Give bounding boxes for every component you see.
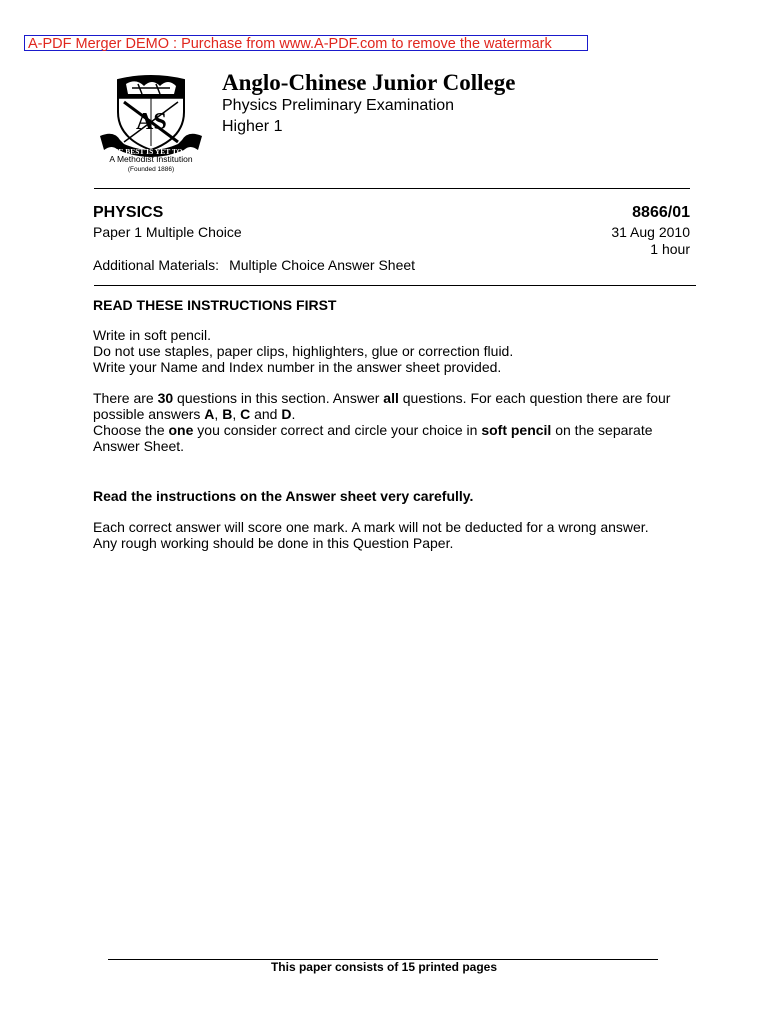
instruction-line: Write in soft pencil.: [93, 327, 212, 343]
info-divider: [94, 285, 696, 286]
instruction-choose: Choose the one you consider correct and circle your choice in soft pencil on the separate Answer Sheet.: [93, 422, 653, 454]
instruction-line: Do not use staples, paper clips, highlighters, glue or correction fluid.: [93, 343, 514, 359]
instructions-block-1: [93, 327, 673, 375]
instruction-questions: There are 30 questions in this section. Answer all questions. For each question there are four possible answers A, B, C and D.: [93, 390, 671, 422]
instruction-line: Each correct answer will score one mark. A mark will not be deducted for a wrong answer.: [93, 519, 649, 535]
crest-motto: THE BEST IS YET TO BE: [107, 147, 195, 156]
exam-date: 31 Aug 2010: [611, 224, 690, 240]
crest-founded: (Founded 1886): [127, 166, 175, 173]
exam-level: Higher 1: [222, 118, 283, 135]
college-crest-logo: [96, 72, 206, 176]
page-count-footer: This paper consists of 15 printed pages: [270, 960, 498, 974]
paper-code: 8866/01: [632, 204, 690, 221]
materials-value: Multiple Choice Answer Sheet: [229, 257, 416, 273]
additional-materials: [93, 257, 415, 273]
exam-duration: 1 hour: [650, 241, 690, 257]
instructions-heading: READ THESE INSTRUCTIONS FIRST: [93, 297, 337, 313]
instruction-read-carefully: Read the instructions on the Answer sheet very carefully.: [93, 488, 474, 504]
college-name: Anglo-Chinese Junior College: [222, 70, 516, 95]
crest-tagline: A Methodist Institution: [109, 154, 193, 164]
instruction-line: Write your Name and Index number in the answer sheet provided.: [93, 359, 502, 375]
crest-emblem-letters: AS: [136, 109, 167, 135]
subject-title: PHYSICS: [93, 204, 164, 221]
instructions-section: [93, 297, 673, 551]
exam-title: Physics Preliminary Examination: [222, 97, 455, 114]
materials-label: Additional Materials:: [93, 257, 220, 273]
watermark-banner[interactable]: A-PDF Merger DEMO : Purchase from www.A-PDF.com to remove the watermark: [24, 35, 588, 51]
instruction-line: Any rough working should be done in this Question Paper.: [93, 535, 454, 551]
header-divider: [94, 188, 690, 189]
paper-type: Paper 1 Multiple Choice: [93, 224, 242, 240]
